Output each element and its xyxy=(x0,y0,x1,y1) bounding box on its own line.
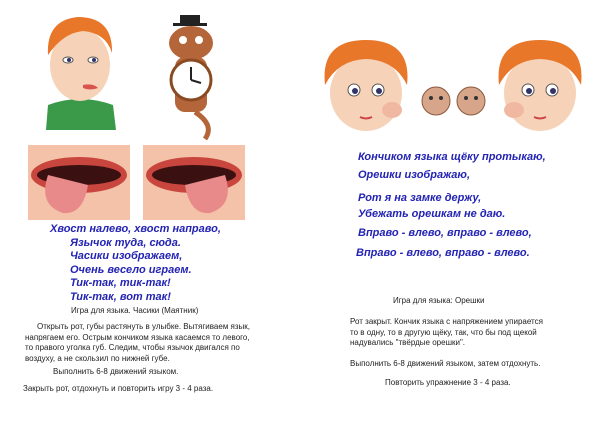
mouth-tongue-right-illustration xyxy=(143,145,245,220)
right-poem-line: Кончиком языка щёку протыкаю, xyxy=(358,151,546,163)
paragraph-line: то правого уголка губ. Следим, чтобы язычок двигался по xyxy=(25,343,240,352)
left-poem-line: Тик-так, тик-так! xyxy=(70,277,171,289)
paragraph-line: надувались "твёрдые орешки". xyxy=(350,338,466,347)
paragraph-line: воздуху, а не скользил по нижней губе. xyxy=(25,353,170,363)
mouth-tongue-left-illustration xyxy=(28,145,130,220)
right-paragraph xyxy=(350,317,543,349)
right-poem-line: Вправо - влево, вправо - влево. xyxy=(356,247,530,259)
boy-cheek-left-illustration xyxy=(320,35,412,135)
left-caption: Игра для языка. Часики (Маятник) xyxy=(71,306,199,315)
boy-cheek-right-illustration xyxy=(490,35,590,135)
small-face-1-illustration xyxy=(420,85,452,117)
right-poem-line: Вправо - влево, вправо - влево, xyxy=(358,227,532,239)
right-repeat-count: Выполнить 6-8 движений языком, затем отдохнуть. xyxy=(350,359,541,368)
left-poem-line: Очень весело играем. xyxy=(70,264,192,276)
left-poem-line: Хвост налево, хвост направо, xyxy=(50,223,221,235)
paragraph-line: напрягаем его. Острым кончиком языка касаемся то левого, xyxy=(25,332,250,342)
left-paragraph xyxy=(25,322,250,364)
paragraph-line: Рот закрыт. Кончик языка с напряжением упирается xyxy=(350,317,543,326)
right-finish: Повторить упражнение 3 - 4 раза. xyxy=(385,378,511,387)
small-face-2-illustration xyxy=(455,85,487,117)
paragraph-line: то в одну, то в другую щёку, так, что бы под щекой xyxy=(350,327,537,337)
right-caption: Игра для языка: Орешки xyxy=(393,296,485,305)
right-poem-line: Рот я на замке держу, xyxy=(358,192,482,204)
left-poem-line: Язычок туда, сюда. xyxy=(70,237,181,249)
right-poem-line: Убежать орешкам не даю. xyxy=(358,208,506,220)
cat-clock-illustration xyxy=(155,15,230,140)
left-finish: Закрыть рот, отдохнуть и повторить игру 3 - 4 раза. xyxy=(23,384,214,393)
boy-tongue-illustration xyxy=(38,5,123,130)
left-repeat-count: Выполнить 6-8 движений языком. xyxy=(53,367,179,376)
left-poem-line: Тик-так, вот так! xyxy=(70,291,171,303)
right-poem-line: Орешки изображаю, xyxy=(358,169,470,181)
paragraph-line: Открыть рот, губы растянуть в улыбке. Вытягиваем язык, xyxy=(37,322,251,331)
left-poem-line: Часики изображаем, xyxy=(70,250,183,262)
